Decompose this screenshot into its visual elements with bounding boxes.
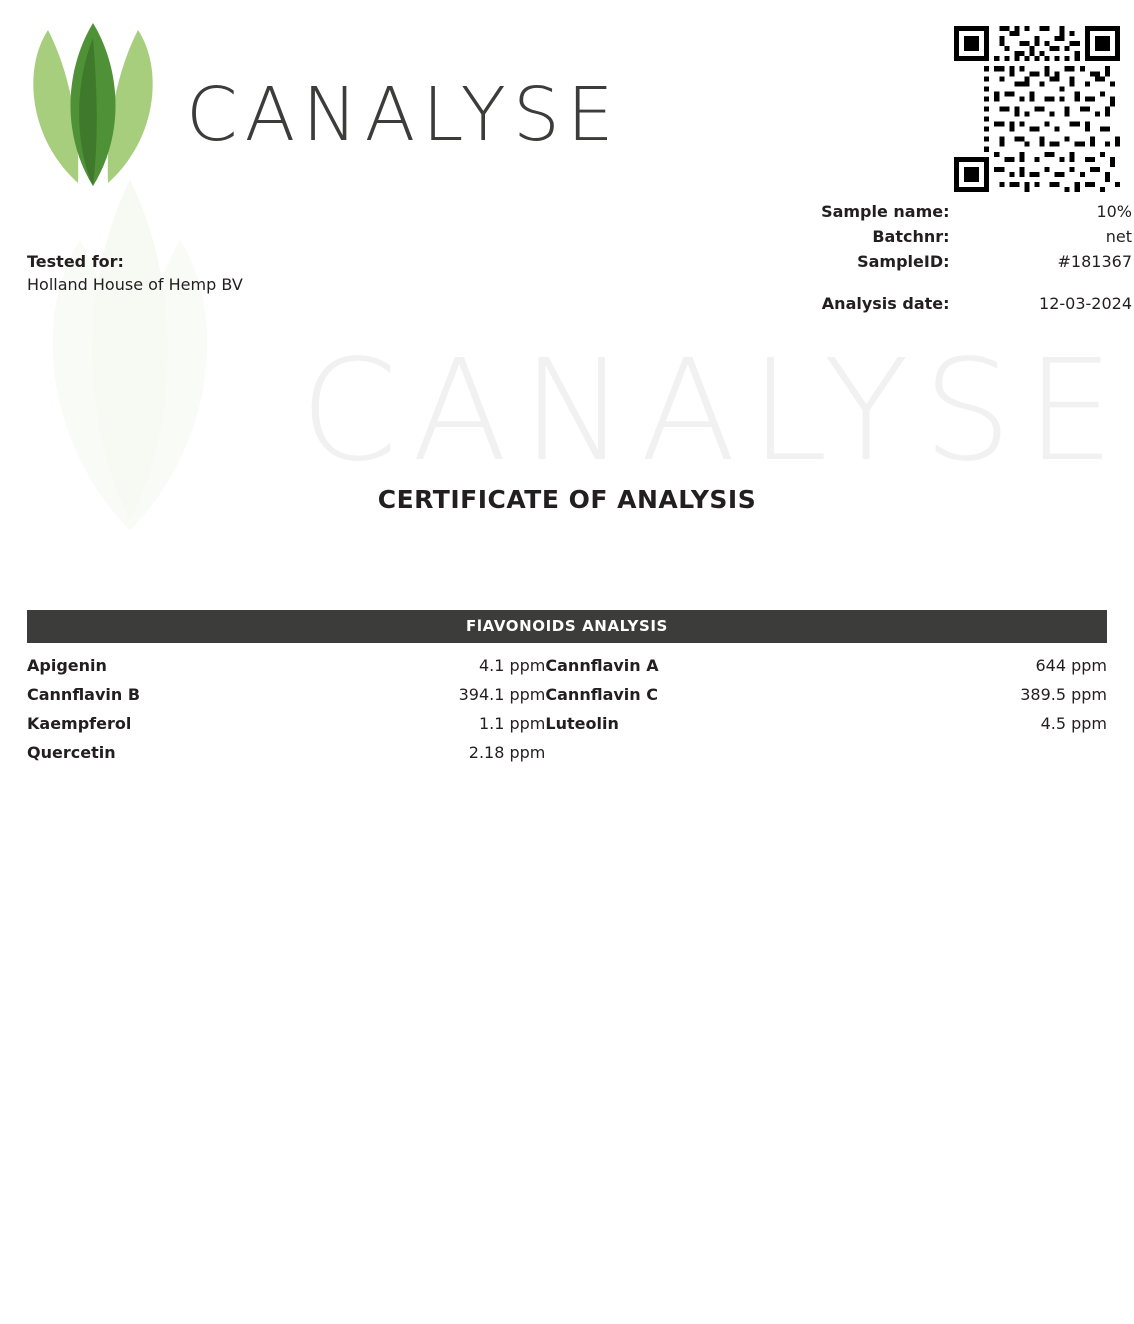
- table-row: [27, 738, 1107, 767]
- brand-logo-text: CANALYSE: [186, 72, 621, 158]
- analyte-value: 2.18 ppm: [468, 743, 546, 762]
- table-row-spacer: [704, 275, 1134, 292]
- watermark-text: CANALYSE: [300, 330, 1129, 493]
- table-row: [704, 250, 1134, 275]
- sample-name-value: 10%: [1096, 202, 1132, 221]
- sampleid-label: SampleID:: [857, 252, 950, 271]
- analysis-date-label: Analysis date:: [821, 294, 950, 313]
- batch-value: net: [1105, 227, 1132, 246]
- page-title: CERTIFICATE OF ANALYSIS: [377, 485, 757, 514]
- analyte-value: 644 ppm: [1035, 656, 1107, 675]
- analyte-value: 1.1 ppm: [478, 714, 546, 733]
- analyte-name: Cannflavin B: [27, 685, 141, 704]
- analyte-name: Apigenin: [27, 656, 107, 675]
- analyte-value: 4.1 ppm: [478, 656, 546, 675]
- analyte-name: Quercetin: [27, 743, 116, 762]
- table-row: [704, 200, 1134, 225]
- qr-code-icon[interactable]: [954, 26, 1120, 192]
- analysis-date-value: 12-03-2024: [1039, 294, 1132, 313]
- analyte-name: Kaempferol: [27, 714, 132, 733]
- analyte-name: Luteolin: [545, 714, 619, 733]
- table-row: [27, 651, 1107, 680]
- analyte-value: 4.5 ppm: [1040, 714, 1107, 733]
- hemp-leaf-icon: [18, 18, 168, 188]
- analyte-value: 389.5 ppm: [1020, 685, 1107, 704]
- table-row: [27, 709, 1107, 738]
- analyte-name: [545, 738, 783, 767]
- tested-for-company: Holland House of Hemp BV: [27, 275, 243, 294]
- sample-name-label: Sample name:: [821, 202, 950, 221]
- document-header: [0, 0, 1134, 200]
- tested-for-block: [27, 250, 243, 296]
- analyte-name: Cannflavin C: [545, 685, 658, 704]
- panel-header: FlAVONOIDS ANALYSIS: [27, 610, 1107, 643]
- flavonoids-analysis-panel: [27, 610, 1107, 767]
- table-row: [704, 225, 1134, 250]
- table-row: [27, 680, 1107, 709]
- sampleid-value: #181367: [1057, 252, 1132, 271]
- analyte-name: Cannflavin A: [545, 656, 659, 675]
- flavonoids-table: [27, 651, 1107, 767]
- tested-for-label: Tested for:: [27, 252, 124, 271]
- sample-meta-block: [0, 200, 1134, 350]
- table-row: [704, 292, 1134, 317]
- analyte-value: 394.1 ppm: [458, 685, 546, 704]
- analyte-value: [783, 738, 1107, 767]
- batch-label: Batchnr:: [872, 227, 950, 246]
- sample-details-table: [704, 200, 1134, 317]
